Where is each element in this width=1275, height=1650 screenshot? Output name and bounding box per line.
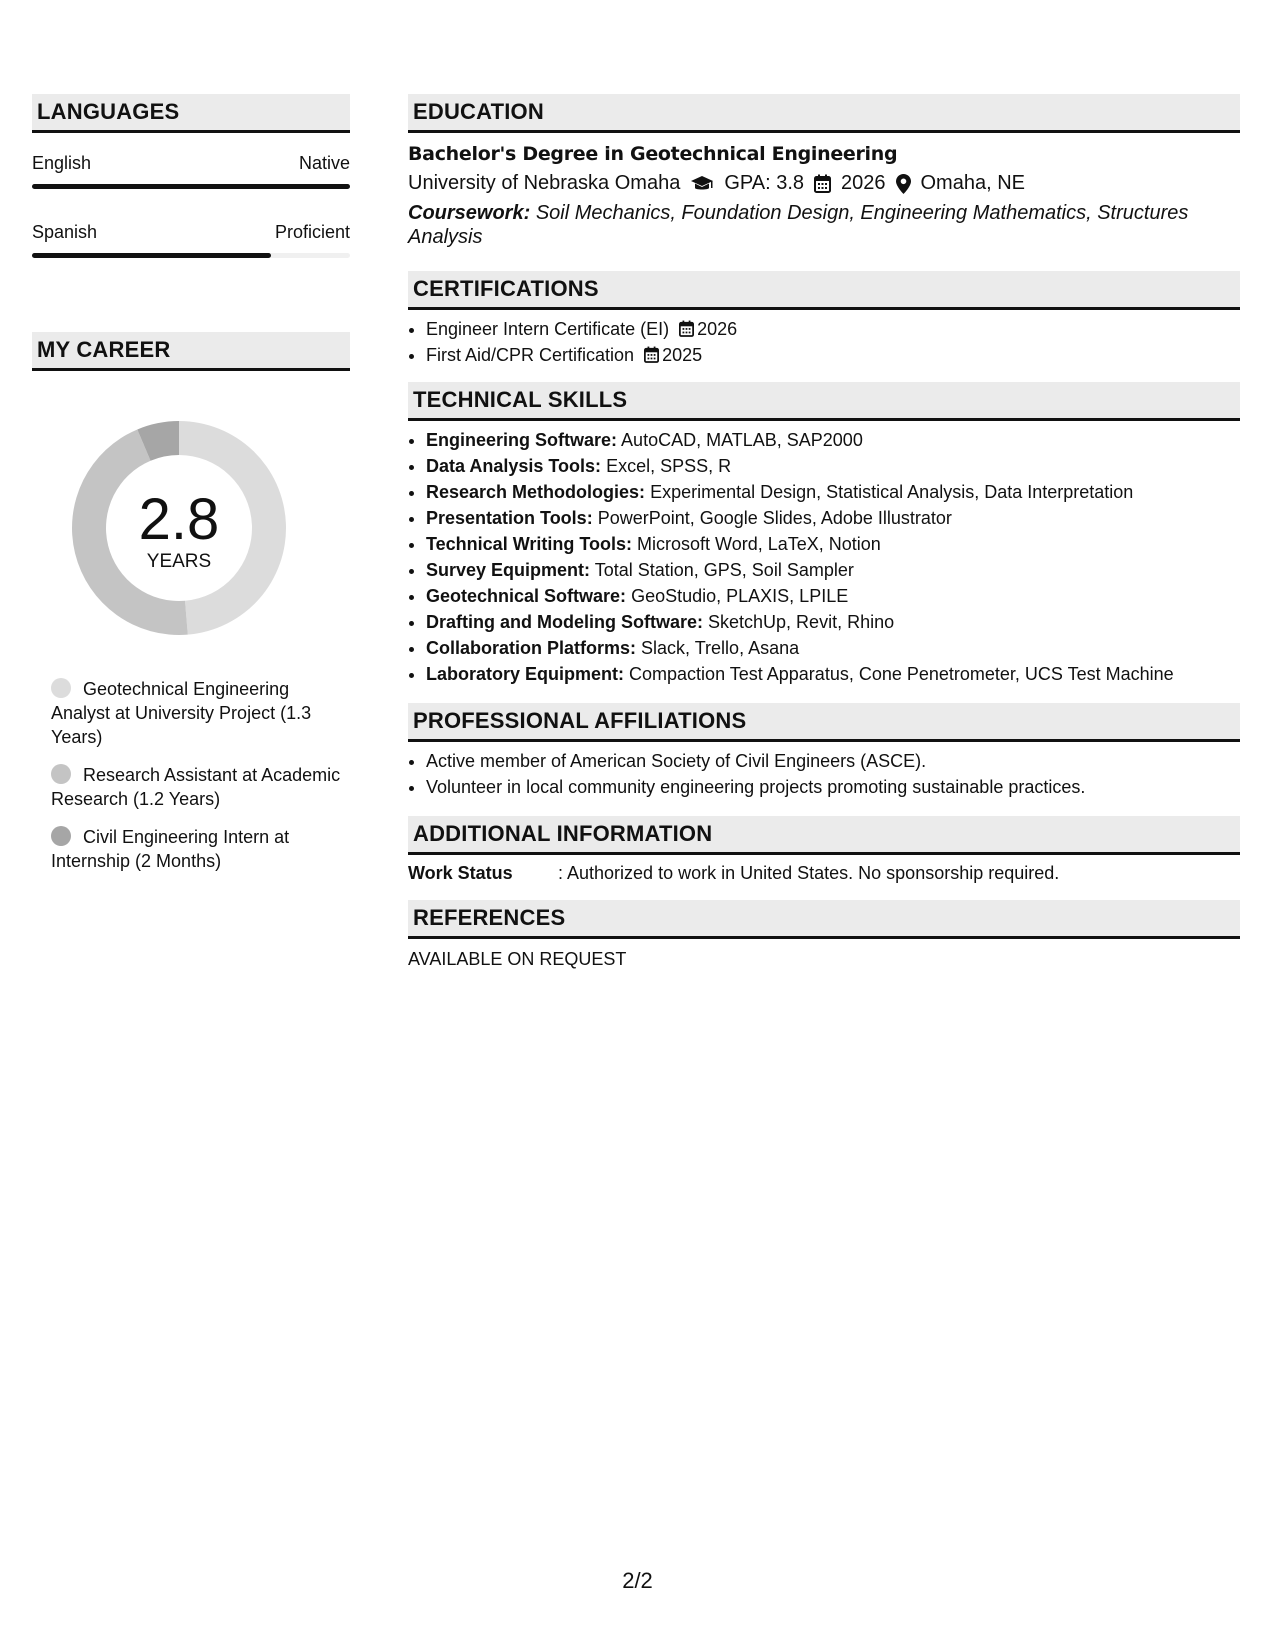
calendar-icon: [679, 320, 694, 337]
work-status-value: : Authorized to work in United States. No sponsorship required.: [558, 863, 1060, 883]
skills-heading: TECHNICAL SKILLS: [408, 382, 1240, 421]
skill-category: Laboratory Equipment:: [426, 664, 625, 684]
skill-item: [426, 427, 1240, 453]
skill-category: Presentation Tools:: [426, 508, 593, 528]
skill-values: Microsoft Word, LaTeX, Notion: [637, 534, 881, 554]
donut-center: [66, 415, 292, 641]
language-name: English: [32, 153, 92, 173]
career-legend-item: [51, 825, 341, 873]
skill-item: [426, 453, 1240, 479]
skill-values: Excel, SPSS, R: [606, 456, 732, 476]
skill-category: Geotechnical Software:: [426, 586, 627, 606]
skill-values: Experimental Design, Statistical Analysis, Data Interpretation: [650, 482, 1134, 502]
school-name: University of Nebraska Omaha: [408, 172, 681, 194]
skill-item: [426, 583, 1240, 609]
skill-values: GeoStudio, PLAXIS, LPILE: [631, 586, 849, 606]
work-status-row: [408, 863, 1240, 884]
affiliations-heading: PROFESSIONAL AFFILIATIONS: [408, 703, 1240, 742]
affiliation-item: • Volunteer in local community engineering projects promoting sustainable practices.: [426, 774, 1240, 800]
page-number: 2/2: [622, 1568, 653, 1593]
calendar-icon: [814, 174, 831, 193]
language-proficiency-bar: [32, 253, 350, 258]
certification-year: 2025: [662, 345, 703, 365]
language-row: [32, 153, 350, 174]
legend-dot-icon: [51, 826, 71, 846]
language-proficiency-fill: [32, 184, 350, 189]
education-details: [408, 172, 1240, 195]
career-legend-label: Research Assistant at Academic Research (1.2 Years): [51, 765, 341, 809]
career-donut-chart: [66, 415, 292, 641]
right-column: [408, 94, 1240, 970]
skill-values: Slack, Trello, Asana: [641, 638, 800, 658]
skill-values: Total Station, GPS, Soil Sampler: [594, 560, 854, 580]
skill-category: Drafting and Modeling Software:: [426, 612, 703, 632]
certifications-list: [408, 316, 1240, 368]
career-legend-label: Geotechnical Engineering Analyst at University Project (1.3 Years): [51, 679, 312, 747]
career-legend-label: Civil Engineering Intern at Internship (2 Months): [51, 827, 290, 871]
career-total-unit: YEARS: [146, 551, 212, 572]
references-heading: REFERENCES: [408, 900, 1240, 939]
career-legend-item: [51, 677, 341, 749]
skill-item: [426, 609, 1240, 635]
references-text: AVAILABLE ON REQUEST: [408, 949, 627, 969]
skill-item: [426, 531, 1240, 557]
skill-item: [426, 661, 1240, 687]
language-level: Proficient: [274, 222, 350, 242]
career-heading: MY CAREER: [32, 332, 350, 371]
affiliation-item: • Active member of American Society of Civil Engineers (ASCE).: [426, 748, 1240, 774]
legend-dot-icon: [51, 678, 71, 698]
certifications-heading: CERTIFICATIONS: [408, 271, 1240, 310]
language-level: Native: [298, 153, 350, 173]
language-name: Spanish: [32, 222, 98, 242]
certification-item: [426, 342, 1240, 368]
certification-name: First Aid/CPR Certification: [426, 345, 635, 365]
skill-values: Compaction Test Apparatus, Cone Penetrometer, UCS Test Machine: [629, 664, 1174, 684]
certification-name: Engineer Intern Certificate (EI): [426, 319, 670, 339]
skill-category: Collaboration Platforms:: [426, 638, 637, 658]
skill-category: Data Analysis Tools:: [426, 456, 602, 476]
school-location: Omaha, NE: [920, 172, 1025, 194]
coursework-list: Soil Mechanics, Foundation Design, Engineering Mathematics, Structures Analysis: [408, 202, 1189, 248]
skill-item: [426, 505, 1240, 531]
certification-year: 2026: [697, 319, 738, 339]
location-pin-icon: [896, 174, 911, 194]
work-status-label: Work Status: [408, 863, 513, 883]
coursework: [408, 201, 1240, 249]
skill-values: SketchUp, Revit, Rhino: [708, 612, 895, 632]
skill-values: AutoCAD, MATLAB, SAP2000: [621, 430, 863, 450]
graduation-cap-icon: [690, 175, 714, 193]
language-proficiency-fill: [32, 253, 271, 258]
gpa: GPA: 3.8: [724, 172, 804, 194]
legend-dot-icon: [51, 764, 71, 784]
calendar-icon: [644, 346, 659, 363]
affiliations-list: [408, 748, 1240, 800]
languages-heading: LANGUAGES: [32, 94, 350, 133]
skill-item: [426, 635, 1240, 661]
skill-category: Research Methodologies:: [426, 482, 646, 502]
skill-category: Technical Writing Tools:: [426, 534, 633, 554]
degree-title: Bachelor's Degree in Geotechnical Engineering: [408, 143, 898, 165]
language-proficiency-bar: [32, 184, 350, 189]
skill-category: Survey Equipment:: [426, 560, 591, 580]
additional-info-heading: ADDITIONAL INFORMATION: [408, 816, 1240, 855]
skill-item: [426, 479, 1240, 505]
skill-item: [426, 557, 1240, 583]
graduation-year: 2026: [841, 172, 886, 194]
career-legend-item: [51, 763, 341, 811]
coursework-label: Coursework:: [408, 202, 531, 224]
left-column: [32, 94, 350, 887]
skill-category: Engineering Software:: [426, 430, 618, 450]
certification-item: [426, 316, 1240, 342]
skills-list: [408, 427, 1240, 687]
language-row: [32, 222, 350, 243]
career-total-value: 2.8: [138, 487, 220, 552]
education-heading: EDUCATION: [408, 94, 1240, 133]
career-legend: [51, 677, 341, 873]
skill-values: PowerPoint, Google Slides, Adobe Illustrator: [597, 508, 952, 528]
